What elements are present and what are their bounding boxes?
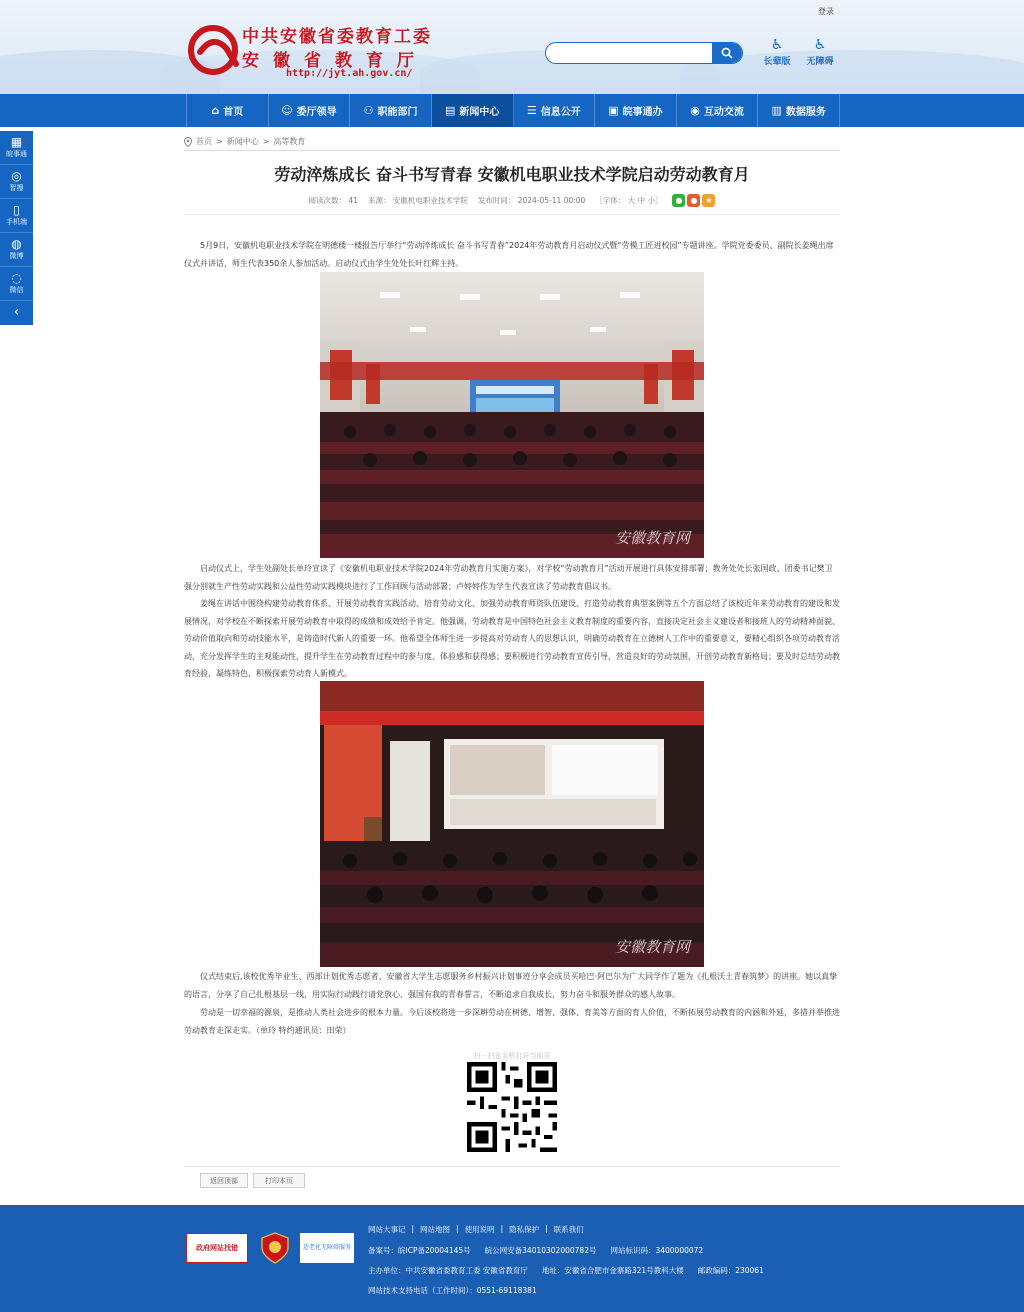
photo-watermark: 安徽教育网 (614, 529, 690, 547)
site-code: 网站标识码：3400000072 (610, 1246, 704, 1255)
sidebar-item-wanshitong[interactable] (0, 131, 33, 165)
logo-title-line2: 安徽省教育厅 (242, 51, 428, 71)
nav-item-data[interactable] (758, 94, 840, 127)
article-meta (184, 194, 840, 207)
book-icon: ▥ (771, 104, 782, 117)
elder-icon: ♿ (770, 37, 784, 53)
footer-link[interactable]: 网站地图 (420, 1225, 451, 1234)
login-link[interactable]: 登录 (818, 7, 834, 16)
main-nav (0, 94, 1024, 127)
breadcrumb-news[interactable]: 新闻中心 (226, 137, 259, 146)
search-icon (721, 47, 733, 59)
footer-separator: | (411, 1224, 415, 1233)
elderly-accessibility-badge[interactable] (300, 1233, 354, 1263)
nav-item-services[interactable] (595, 94, 677, 127)
accessibility-button[interactable] (803, 36, 837, 67)
article-source: 来源： 安徽机电职业技术学院 (367, 196, 468, 205)
location-pin-icon (184, 137, 192, 147)
photo-lecture-hall (320, 681, 704, 967)
article-paragraph: 5月9日，安徽机电职业技术学院在明德楼一楼报告厅举行“劳动淬炼成长 奋斗书写青春”2024年劳动教育月启动仪式暨“劳模工匠进校园”专题讲座。学院党委委员、副院长姜绳出席仪式并讲话，师生代表350余人参加活动。启动仪式由学生处处长叶红辉主持。 (184, 241, 834, 268)
breadcrumb (184, 136, 305, 147)
nav-item-label: 委厅领导 (296, 107, 337, 118)
nav-item-label: 新闻中心 (459, 107, 500, 118)
address: 地址：安徽省合肥市金寨路321号教科大楼 (541, 1266, 684, 1275)
qr-caption: 扫一扫在手机打开当前页 (473, 1052, 551, 1060)
elder-mode-button[interactable] (760, 36, 794, 67)
chat-icon: ◉ (690, 104, 700, 117)
floating-sidebar (0, 131, 33, 325)
search-button[interactable] (712, 43, 742, 63)
nav-item-news[interactable] (432, 94, 514, 127)
accessibility-icon: ♿ (813, 37, 827, 53)
nav-item-label: 职能部门 (377, 107, 418, 118)
site-footer (0, 1205, 1024, 1312)
footer-link[interactable]: 隐私保护 (509, 1225, 540, 1234)
print-button[interactable]: 打印本页 (253, 1173, 305, 1188)
article-photo-ceremony (320, 272, 704, 558)
page-qr-code (467, 1062, 557, 1152)
nav-item-departments[interactable] (350, 94, 432, 127)
mobile-icon: ▯ (13, 203, 20, 217)
news-icon: ▤ (444, 104, 456, 117)
support-phone: 网站技术支持电话（工作时间）：0551-69118381 (368, 1286, 537, 1295)
nav-item-label: 首页 (223, 107, 244, 118)
article-date: 发布时间： 2024-05-11 00:00 (477, 196, 586, 205)
footer-separator: | (456, 1224, 459, 1233)
article-paragraph: 姜绳在讲话中围绕构建劳动教育体系、开展劳动教育实践活动、培育劳动文化、加强劳动教育师资队伍建设、打造劳动教育典型案例等五个方面总结了该校近年来劳动教育的建设和发展情况，对学校在不断探索开展劳动教育中取得的成绩和成效给予肯定。他强调，劳动教育是中国特色社会主义教育制度的重要内容，直接决定社会主义建设者和接班人的劳动精神面貌、劳动价值取向和劳动技能水平，是铸造时代新人的重要一环。他希望全体师生进一步提高对劳动育人的思想认识，明确劳动教育在立德树人工作中的重要意义，要精心组织各项劳动教育活动，充分发挥学生的主观能动性，提升学生在劳动教育过程中的参与度、体验感和获得感；要积极进行劳动教育宣传引导，营造良好的劳动氛围，开创劳动教育新格局；要及时总结劳动教育经验，凝练特色，积极探索劳动育人新模式。 (184, 599, 840, 678)
sidebar-item-weibo[interactable] (0, 233, 33, 267)
sidebar-item-label: 皖事通 (6, 150, 27, 158)
wechat-share-icon[interactable]: ● (672, 194, 685, 207)
party-emblem-icon (260, 1232, 290, 1264)
sidebar-item-label: 手机端 (6, 218, 27, 226)
breadcrumb-higher-edu[interactable]: 高等教育 (273, 137, 306, 146)
weibo-icon: ◍ (11, 237, 22, 251)
search-icon: ◎ (11, 169, 22, 183)
footer-separator: | (545, 1224, 548, 1233)
divider (184, 150, 840, 151)
sidebar-item-label: 智搜 (9, 184, 24, 192)
wechat-icon: ◌ (11, 271, 22, 285)
font-size-switcher[interactable]: ［字体： 大 中 小］ (595, 196, 663, 205)
search-input[interactable] (546, 43, 712, 63)
footer-links (368, 1224, 584, 1235)
back-to-top-button[interactable]: 返回顶部 (200, 1173, 248, 1188)
postcode: 邮政编码：230061 (697, 1266, 764, 1275)
party-gov-badge[interactable] (258, 1233, 292, 1263)
info-icon: ☰ (526, 104, 537, 117)
logo-title-line1: 中共安徽省委教育工委 (242, 27, 432, 47)
footer-link[interactable]: 联系我们 (553, 1225, 584, 1234)
footer-link[interactable]: 网站大事记 (368, 1225, 406, 1234)
nav-item-label: 信息公开 (540, 107, 581, 118)
breadcrumb-home[interactable]: 首页 (196, 137, 212, 146)
icp-record[interactable]: 备案号：皖ICP备20004145号 (368, 1246, 471, 1255)
home-icon: ⌂ (211, 104, 220, 117)
share-buttons (672, 194, 715, 207)
sidebar-collapse-button[interactable] (0, 301, 33, 323)
footer-phone-row (368, 1285, 537, 1296)
sidebar-item-label: 微博 (9, 252, 24, 260)
nav-item-label: 皖事通办 (622, 107, 663, 118)
qzone-share-icon[interactable]: ★ (702, 194, 715, 207)
site-logo[interactable] (186, 20, 456, 82)
nav-item-label: 互动交流 (703, 107, 744, 118)
logo-emblem-icon (186, 22, 240, 76)
article-views: 阅读次数： 41 (308, 196, 358, 205)
nav-item-home[interactable] (186, 94, 269, 127)
accessibility-label: 无障碍 (806, 57, 834, 67)
article-photo-lecture (320, 681, 704, 967)
divider (184, 1166, 840, 1167)
footer-sponsor-row (368, 1265, 764, 1276)
sidebar-item-smart-search[interactable] (0, 165, 33, 199)
sidebar-item-wechat[interactable] (0, 267, 33, 301)
elder-label: 长辈版 (763, 57, 791, 67)
service-icon: ▣ (608, 104, 619, 117)
search-box (545, 42, 743, 64)
sidebar-item-mobile[interactable] (0, 199, 33, 233)
photo-watermark: 安徽教育网 (614, 938, 690, 956)
article-paragraph: 劳动是一切幸福的源泉，是推动人类社会进步的根本力量。今后该校将进一步深耕劳动在树德、增智、强体、育美等方面的育人价值，不断拓展劳动教育的内涵和外延，多措并举推进劳动教育走深走实。（单玲 特约通讯员：田荣） (184, 1008, 840, 1035)
chevron-left-icon: ‹ (13, 304, 20, 320)
org-icon: ⚇ (363, 104, 374, 117)
breadcrumb-separator: > (216, 137, 223, 146)
qrcode-icon: ▦ (10, 135, 23, 149)
user-icon: ☺ (281, 104, 293, 117)
article-paragraph: 启动仪式上，学生处副处长单玲宣读了《安徽机电职业技术学院2024年劳动教育月实施方案》，对学校“劳动教育月”活动开展进行具体安排部署；教务处处长张国政、团委书记樊卫强分别就生产性劳动实践和公益性劳动实践模块进行了工作回顾与活动部署；卢婷婷作为学生代表宣读了劳动教育倡议书。 (184, 564, 833, 591)
badge-label: 政府网站找错 (196, 1243, 238, 1252)
footer-separator: | (500, 1224, 504, 1233)
badge-label: 适老化无障碍服务 (302, 1244, 351, 1251)
photo-auditorium (320, 272, 704, 558)
footer-record-row (368, 1245, 703, 1256)
nav-item-label: 数据服务 (785, 107, 826, 118)
gov-error-report-badge[interactable] (186, 1233, 248, 1263)
breadcrumb-separator: > (262, 137, 270, 146)
divider (184, 214, 840, 215)
nav-item-leaders[interactable] (269, 94, 351, 127)
article-title: 劳动淬炼成长 奋斗书写青春 安徽机电职业技术学院启动劳动教育月 (274, 165, 750, 184)
sidebar-item-label: 微信 (9, 286, 24, 294)
nav-item-interaction[interactable] (677, 94, 759, 127)
footer-link[interactable]: 使用说明 (464, 1225, 495, 1234)
logo-url: http://jyt.ah.gov.cn/ (286, 68, 413, 79)
nav-item-info[interactable] (514, 94, 596, 127)
nav-items (186, 94, 840, 127)
weibo-share-icon[interactable]: ● (687, 194, 700, 207)
police-record[interactable]: 皖公网安备34010302000782号 (484, 1246, 597, 1255)
site-header (0, 0, 1024, 94)
article-paragraph: 仪式结束后,该校优秀毕业生、西部计划优秀志愿者、安徽省大学生志愿服务乡村振兴计划事迹分享会成员买哈巴·阿巴尔为广大同学作了题为《扎根沃土青春筑梦》的讲座。她以真挚的语言，分享了自己扎根基层一线，用实际行动践行请党放心、强国有我的青春誓言，不断追求自我成长，努力奋斗和服务群众的感人故事。 (184, 972, 838, 999)
sponsor: 主办单位：中共安徽省委教育工委 安徽省教育厅 (368, 1266, 528, 1275)
